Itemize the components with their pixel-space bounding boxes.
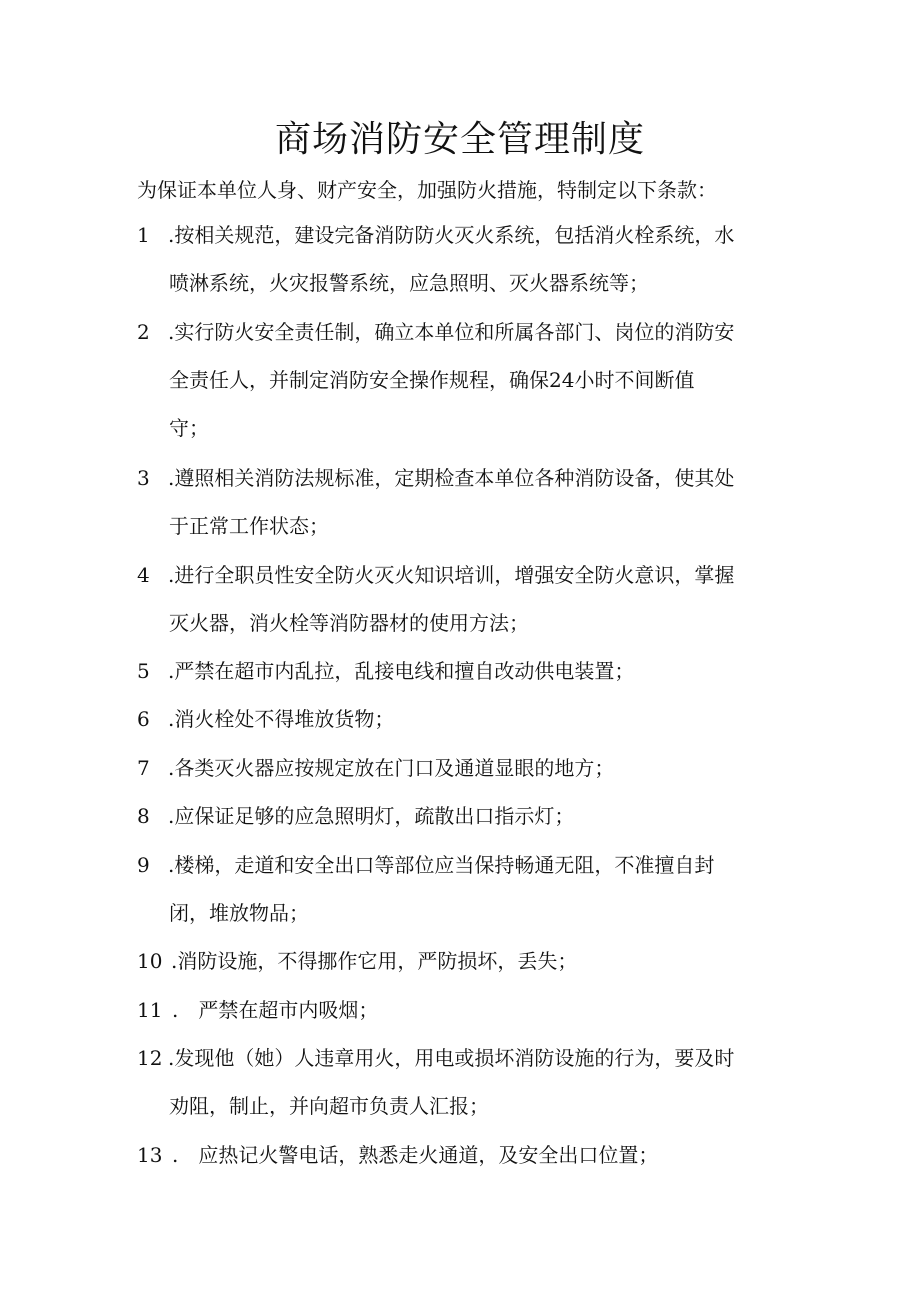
clause-text: .实行防火安全责任制，确立本单位和所属各部门、岗位的消防安 [168,320,735,344]
clause-item [137,211,787,307]
clause-body: 应热记火警电话，熟悉走火通道，及安全出口位置； [198,1143,659,1167]
clause-text [172,1131,784,1179]
clause-number: 1 [137,223,150,247]
clause-item [137,792,787,840]
clause-number: 9 [137,853,150,877]
document-title: 商场消防安全管理制度 [274,119,645,160]
clause-text: .按相关规范，建设完备消防防火灭火系统，包括消火栓系统，水 [168,223,735,247]
clause-text: .消防设施，不得挪作它用，严防损坏，丢失； [171,949,578,973]
clause-body: 严禁在超市内吸烟； [198,998,379,1022]
clause-text-continuation: 劝阻，制止，并向超市负责人汇报； [169,1094,489,1118]
clause-item [137,841,787,937]
clause-item [137,986,787,1034]
clause-text: .发现他（她）人违章用火，用电或损坏消防设施的行为，要及时 [168,1046,735,1070]
document-intro: 为保证本单位人身、财产安全，加强防火措施，特制定以下条款： [137,178,717,202]
clause-text-continuation: 守； [169,416,209,440]
clause-text: .严禁在超市内乱拉，乱接电线和擅自改动供电装置； [168,659,635,683]
clause-text: .遵照相关消防法规标准，定期检查本单位各种消防设备，使其处 [168,466,735,490]
clause-text: .各类灭火器应按规定放在门口及通道显眼的地方； [168,756,615,780]
clause-number: 10 [137,949,163,973]
clause-text-continuation: 全责任人，并制定消防安全操作规程，确保24小时不间断值 [169,368,695,392]
clause-dot: . [172,1143,179,1167]
clause-item [137,551,787,647]
clause-text: .进行全职员性安全防火灭火知识培训，增强安全防火意识，掌握 [168,563,735,587]
clause-number: 12 [137,1046,163,1070]
clause-item [137,937,787,985]
clause-text: .应保证足够的应急照明灯，疏散出口指示灯； [168,804,575,828]
clause-dot: . [172,998,179,1022]
clause-item [137,647,787,695]
clause-item [137,308,787,452]
clause-number: 3 [137,466,150,490]
clause-text [172,986,784,1034]
clause-number: 5 [137,659,150,683]
clause-item [137,695,787,743]
clause-text-continuation: 于正常工作状态； [169,514,329,538]
clause-number: 4 [137,563,150,587]
clause-item [137,1131,787,1179]
clause-number: 11 [137,998,163,1022]
clause-item [137,744,787,792]
clause-item [137,454,787,550]
clause-text-continuation: 闭，堆放物品； [169,901,309,925]
clause-text: .楼梯，走道和安全出口等部位应当保持畅通无阻，不准擅自封 [168,853,715,877]
clause-text: .消火栓处不得堆放货物； [168,707,395,731]
clause-number: 6 [137,707,150,731]
clause-number: 13 [137,1143,163,1167]
clause-number: 7 [137,756,150,780]
clause-number: 2 [137,320,150,344]
clause-text-continuation: 灭火器，消火栓等消防器材的使用方法； [169,611,529,635]
clause-item [137,1034,787,1130]
clause-number: 8 [137,804,150,828]
clause-text-continuation: 喷淋系统，火灾报警系统，应急照明、灭火器系统等； [169,271,649,295]
